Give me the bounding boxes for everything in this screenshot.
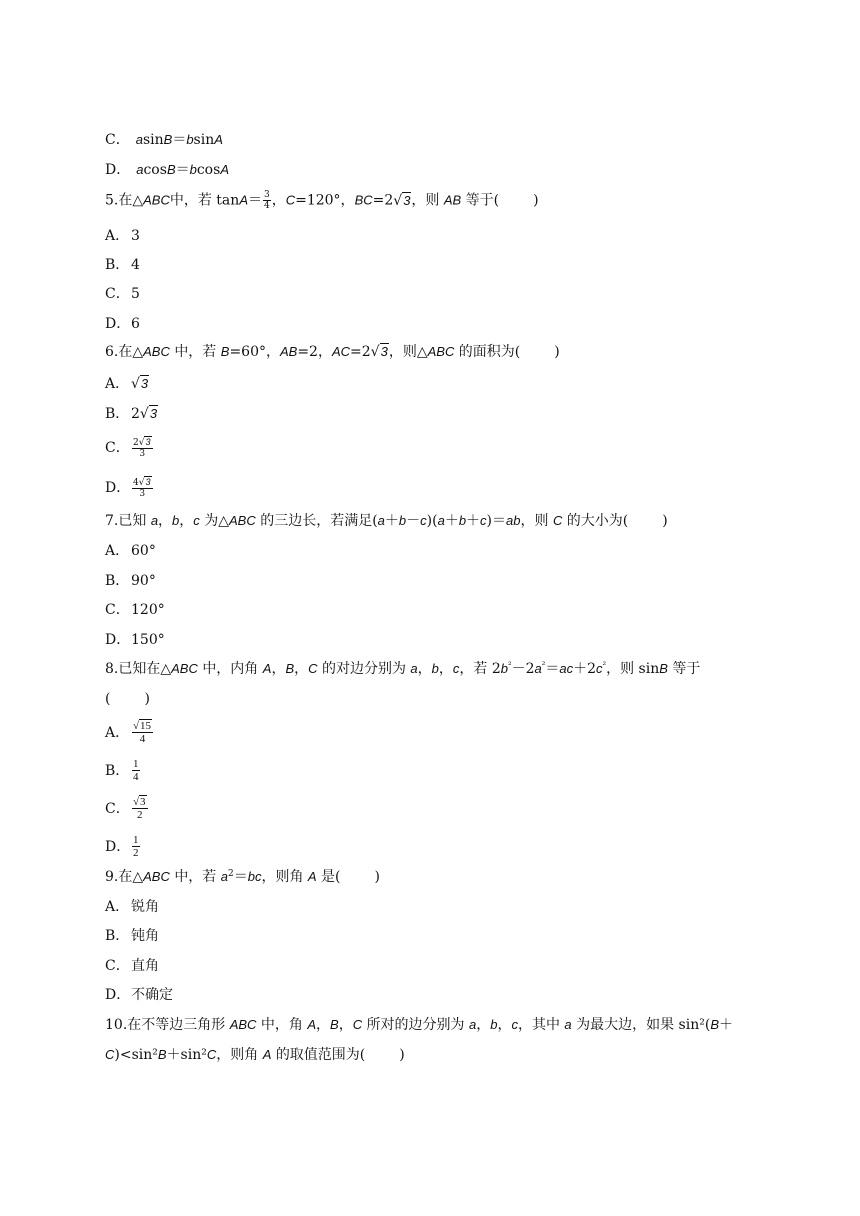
q8-option-b: B． $\frac{1}{4}$	[105, 758, 139, 783]
fraction: $\frac{4√3}{3}$	[133, 477, 151, 499]
question-10-cont: C)<sin²B＋sin²C，则角 A 的取值范围为( )	[105, 1047, 405, 1063]
question-10: 10.在不等边三角形 ABC 中，角 A，B，C 所对的边分别为 a，b，c，其中 a 为最大边，如果 sin²(B＋	[105, 1017, 733, 1033]
q9-option-d: D．不确定	[105, 987, 173, 1003]
q6-option-d: D． $\frac{4√3}{3}$	[105, 477, 151, 499]
q5-option-d: D．6	[105, 316, 140, 332]
q5-option-b: B． 4	[105, 257, 140, 273]
q5-option-a: A． 3	[105, 228, 140, 244]
fraction: $\frac{√15}{4}$	[133, 720, 152, 745]
q9-option-b: B． 钝角	[105, 928, 159, 944]
q8-option-a: A． $\frac{√15}{4}$	[105, 720, 152, 745]
sqrt-icon: √3	[139, 406, 158, 422]
question-9: 9.在△ABC 中，若 $a^2=bc$，则角 A 是( )	[105, 869, 380, 885]
q7-option-c: C．120°	[105, 602, 165, 618]
q7-option-b: B． 90°	[105, 573, 156, 589]
fraction: $\frac{2√3}{3}$	[133, 437, 151, 459]
sqrt-icon: √3	[131, 376, 149, 392]
q6-option-a: A． √3	[105, 376, 149, 392]
sqrt-icon: √3	[393, 192, 411, 209]
sqrt-icon: √3	[370, 344, 388, 360]
prev-option-d: D． acosB＝bcosA	[105, 162, 229, 178]
q8-option-d: D． $\frac{1}{2}$	[105, 834, 139, 859]
q7-option-d: D．150°	[105, 632, 165, 648]
question-8-answer-paren: ( )	[105, 691, 150, 707]
q5-option-c: C．5	[105, 286, 140, 302]
q7-option-a: A． 60°	[105, 543, 156, 559]
q9-option-a: A． 锐角	[105, 899, 159, 915]
question-8: 8.已知在△ABC 中，内角 A，B，C 的对边分别为 a，b，c，若 $2b^{^2}-2a^{^2}=ac+2c^{^2}$，则 sinB 等于	[105, 661, 701, 677]
fraction: $\frac{√3}{2}$	[133, 796, 146, 821]
q8-option-c: C． $\frac{√3}{2}$	[105, 796, 146, 821]
q6-option-c: C． $\frac{2√3}{3}$	[105, 437, 151, 459]
q6-option-b: B． 2√3	[105, 406, 158, 422]
fraction-3-4: $\frac{3}{4}$	[263, 190, 270, 211]
question-6: 6.在△ABC 中，若 B=60°，AB=2，AC=2√3，则△ABC 的面积为( )	[105, 344, 560, 360]
fraction: $\frac{1}{4}$	[133, 758, 139, 783]
prev-option-c: C． asinB＝bsinA	[105, 132, 223, 148]
fraction: $\frac{1}{2}$	[133, 834, 139, 859]
question-5: 5.在△ABC中，若 tanA＝ $\frac{3}{4}$ ，C=120°，BC=2√3，则 AB 等于( )	[105, 190, 539, 211]
q9-option-c: C．直角	[105, 958, 159, 974]
question-7: 7.已知 a，b，c 为△ABC 的三边长，若满足(a＋b－c)(a＋b＋c)＝ab，则 C 的大小为( )	[105, 513, 668, 529]
